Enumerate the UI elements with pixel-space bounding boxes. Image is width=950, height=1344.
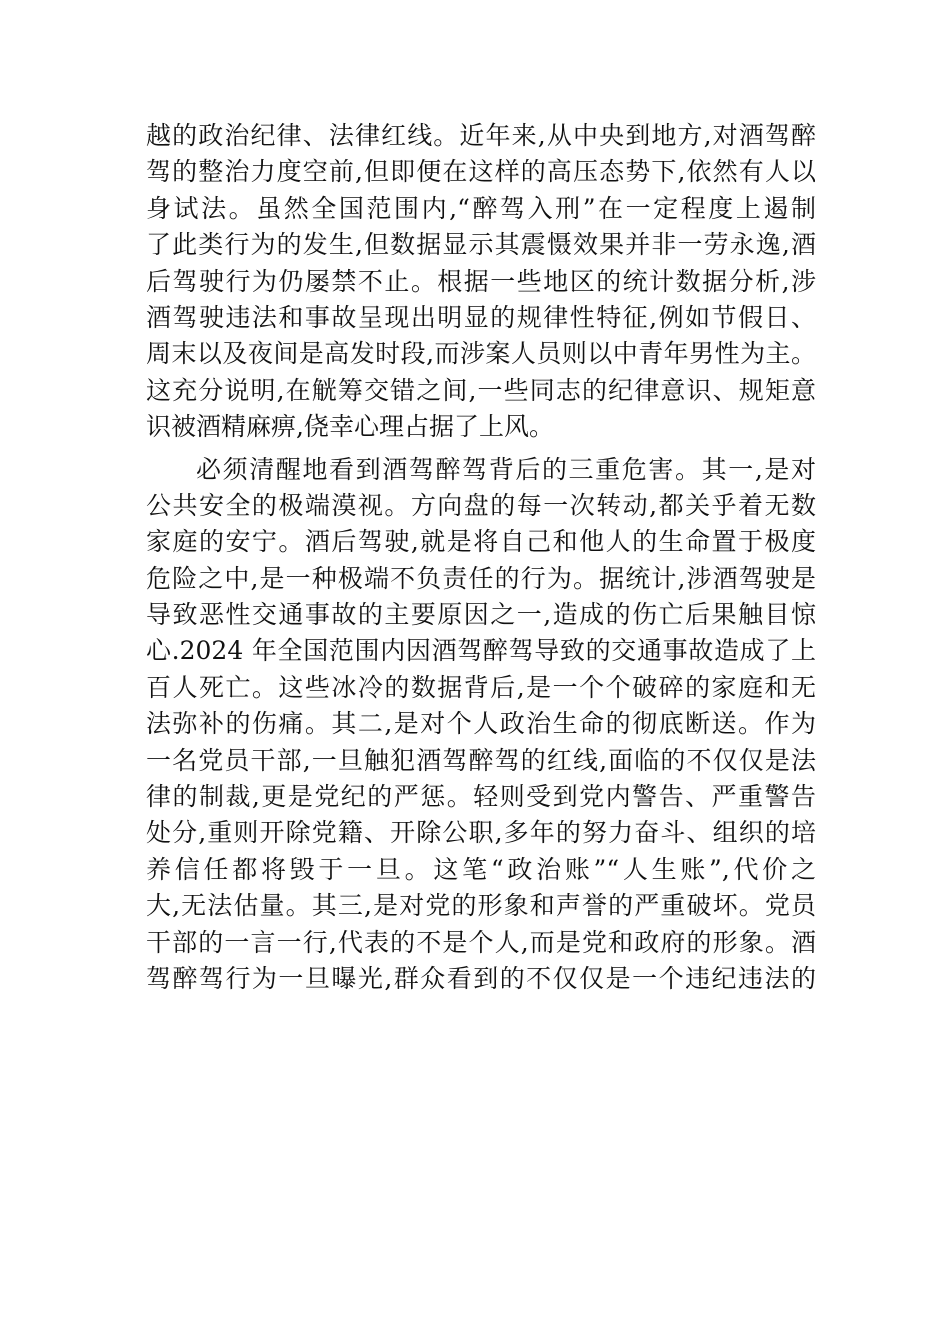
text-line: 驾的整治力度空前,但即便在这样的高压态势下,依然有人以 bbox=[146, 157, 816, 187]
text-line: 家庭的安宁。酒后驾驶,就是将自己和他人的生命置于极度 bbox=[146, 527, 816, 557]
text-line: 心.2024 年全国范围内因酒驾醉驾导致的交通事故造成了上 bbox=[146, 636, 816, 666]
text-line: 越的政治纪律、法律红线。近年来,从中央到地方,对酒驾醉 bbox=[146, 121, 816, 150]
text-line: 这充分说明,在觥筹交错之间,一些同志的纪律意识、规矩意 bbox=[146, 375, 816, 405]
text-line: 大,无法估量。其三,是对党的形象和声誉的严重破坏。党员 bbox=[146, 891, 816, 921]
text-line: 身试法。虽然全国范围内,“醉驾入刑”在一定程度上遏制 bbox=[146, 193, 816, 223]
text-line: 一名党员干部,一旦触犯酒驾醉驾的红线,面临的不仅仅是法 bbox=[146, 745, 816, 775]
text-line: 必须清醒地看到酒驾醉驾背后的三重危害。其一,是对 bbox=[196, 454, 816, 484]
text-line: 法弥补的伤痛。其二,是对个人政治生命的彻底断送。作为 bbox=[146, 709, 816, 739]
text-line: 百人死亡。这些冰冷的数据背后,是一个个破碎的家庭和无 bbox=[146, 672, 816, 702]
paragraph-1 bbox=[146, 118, 816, 446]
text-line: 后驾驶行为仍屡禁不止。根据一些地区的统计数据分析,涉 bbox=[146, 266, 816, 296]
text-line: 危险之中,是一种极端不负责任的行为。据统计,涉酒驾驶是 bbox=[146, 563, 816, 593]
text-line: 了此类行为的发生,但数据显示其震慑效果并非一劳永逸,酒 bbox=[146, 230, 816, 260]
text-line: 处分,重则开除党籍、开除公职,多年的努力奋斗、组织的培 bbox=[146, 818, 816, 848]
text-line: 导致恶性交通事故的主要原因之一,造成的伤亡后果触目惊 bbox=[146, 600, 816, 630]
text-line: 周末以及夜间是高发时段,而涉案人员则以中青年男性为主。 bbox=[146, 339, 816, 369]
text-line: 酒驾驶违法和事故呈现出明显的规律性特征,例如节假日、 bbox=[146, 302, 816, 332]
document-body bbox=[146, 118, 816, 997]
text-line: 驾醉驾行为一旦曝光,群众看到的不仅仅是一个违纪违法的 bbox=[146, 963, 816, 993]
paragraph-2 bbox=[146, 452, 816, 998]
text-line: 干部的一言一行,代表的不是个人,而是党和政府的形象。酒 bbox=[146, 927, 816, 957]
text-line: 律的制裁,更是党纪的严惩。轻则受到党内警告、严重警告 bbox=[146, 782, 816, 812]
text-line: 养信任都将毁于一旦。这笔“政治账”“人生账”,代价之 bbox=[146, 854, 816, 884]
text-line: 公共安全的极端漠视。方向盘的每一次转动,都关乎着无数 bbox=[146, 490, 816, 520]
text-line: 识被酒精麻痹,侥幸心理占据了上风。 bbox=[146, 412, 554, 442]
